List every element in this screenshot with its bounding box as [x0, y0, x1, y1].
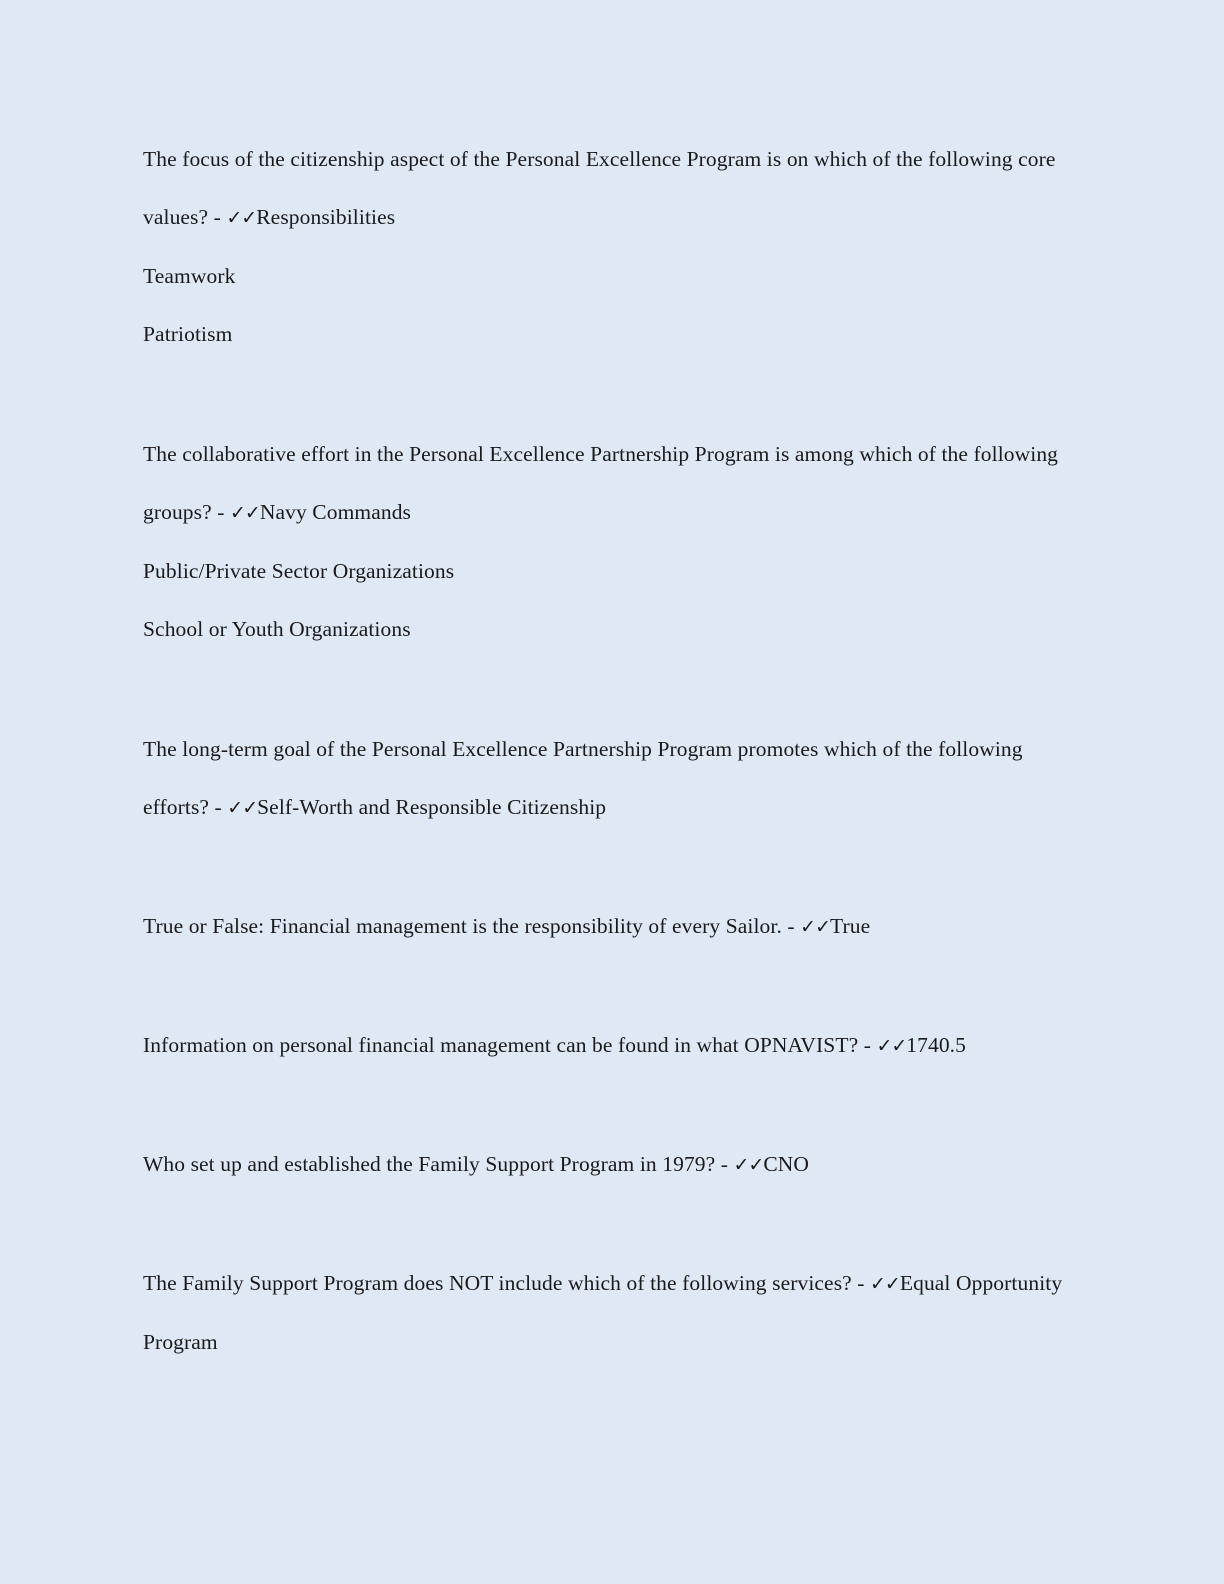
- option-line: Teamwork: [143, 264, 236, 288]
- answer-text: Equal Opportunity Program: [143, 1271, 1068, 1354]
- answer-text: Navy Commands: [259, 500, 412, 524]
- option-line: School or Youth Organizations: [143, 617, 411, 641]
- answer-text: Responsibilities: [256, 205, 396, 229]
- question-text: Who set up and established the Family Support Program in 1979? -: [143, 1152, 734, 1176]
- qa-block: [143, 425, 1074, 658]
- check-icon: ✓✓: [229, 502, 260, 524]
- block-spacer: [143, 658, 1074, 720]
- qa-block: [143, 130, 1074, 363]
- block-spacer: [143, 1194, 1074, 1254]
- question-answer-line: [143, 1254, 1074, 1371]
- answer-text: CNO: [763, 1152, 810, 1176]
- option-line: Public/Private Sector Organizations: [143, 559, 455, 583]
- question-answer-line: [143, 1016, 1074, 1075]
- check-icon: ✓✓: [800, 916, 831, 938]
- option-line: Patriotism: [143, 322, 233, 346]
- question-answer-line: [143, 425, 1074, 542]
- question-text: The collaborative effort in the Personal Excellence Partnership Program is among which of the following groups? -: [143, 442, 1064, 524]
- qa-block: [143, 720, 1074, 837]
- check-icon: ✓✓: [876, 1035, 907, 1057]
- block-spacer: [143, 956, 1074, 1016]
- qa-block: [143, 897, 1074, 956]
- question-text: The focus of the citizenship aspect of the Personal Excellence Program is on which of the following core values? -: [143, 147, 1062, 229]
- question-text: The long-term goal of the Personal Excellence Partnership Program promotes which of the following efforts? -: [143, 737, 1029, 819]
- block-spacer: [143, 1075, 1074, 1135]
- qa-block: [143, 1016, 1074, 1075]
- answer-text: Self-Worth and Responsible Citizenship: [257, 795, 607, 819]
- question-text: Information on personal financial management can be found in what OPNAVIST? -: [143, 1033, 877, 1057]
- answer-text: 1740.5: [906, 1033, 967, 1057]
- question-answer-line: [143, 1135, 1074, 1194]
- check-icon: ✓✓: [870, 1273, 900, 1295]
- block-spacer: [143, 363, 1074, 425]
- block-spacer: [143, 837, 1074, 897]
- question-answer-line: [143, 720, 1074, 837]
- qa-block: [143, 1135, 1074, 1194]
- check-icon: ✓✓: [227, 797, 258, 819]
- question-text: The Family Support Program does NOT include which of the following services? -: [143, 1271, 871, 1295]
- answer-text: True: [830, 914, 871, 938]
- check-icon: ✓✓: [733, 1154, 764, 1176]
- qa-block: [143, 1254, 1074, 1371]
- check-icon: ✓✓: [226, 207, 257, 229]
- question-text: True or False: Financial management is the responsibility of every Sailor. -: [143, 914, 801, 938]
- question-answer-line: [143, 130, 1074, 247]
- question-answer-line: [143, 897, 1074, 956]
